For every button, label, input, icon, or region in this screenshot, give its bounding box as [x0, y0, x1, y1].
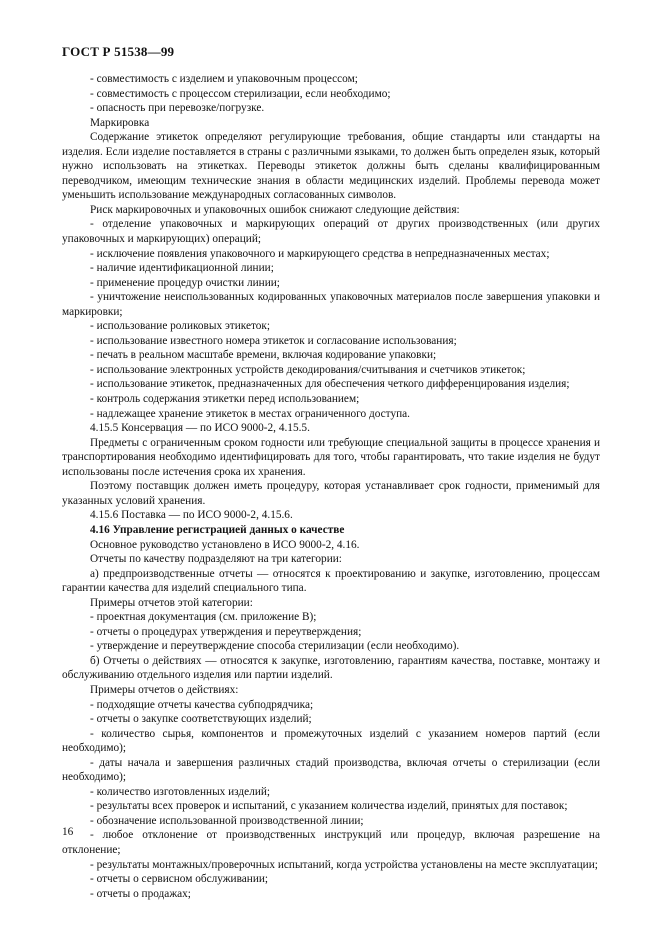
paragraph: - количество изготовленных изделий;	[90, 785, 271, 798]
document-body	[62, 72, 600, 901]
paragraph: Основное руководство установлено в ИСО 9000-2, 4.16.	[90, 538, 360, 551]
paragraph: - уничтожение неиспользованных кодированных упаковочных материалов после завершения упаковки и маркировки;	[62, 291, 600, 318]
paragraph: - отчеты о сервисном обслуживании;	[90, 873, 269, 886]
paragraph: - использование этикеток, предназначенных для обеспечения четкого дифференцирования изделия;	[90, 378, 570, 391]
paragraph: Риск маркировочных и упаковочных ошибок снижают следующие действия:	[90, 203, 460, 216]
paragraph: - отчеты о процедурах утверждения и переутверждения;	[90, 625, 362, 638]
paragraph: - печать в реальном масштабе времени, включая кодирование упаковки;	[90, 349, 437, 362]
paragraph: - отчеты о закупке соответствующих изделий;	[90, 713, 312, 726]
paragraph: - отделение упаковочных и маркирующих операций от других производственных (или других упаковочных и маркирующих) операций;	[62, 218, 600, 246]
paragraph: - использование известного номера этикеток и согласование использования;	[90, 334, 457, 347]
paragraph: - совместимость с изделием и упаковочным процессом;	[90, 73, 358, 85]
paragraph: Содержание этикеток определяют регулирующие требования, общие стандарты или стандарты на изделия. Если изделие поставляется в страны с различными языками, то должен быть определен язык, который нужно использовать на этикетках. Переводы этикеток должны быть сделаны квалифицированным переводчиком, имеющим технические знания в области медицинских изделий. Проблемы перевода может уменьшить использование международных согласованных символов.	[62, 131, 600, 202]
paragraph: Поэтому поставщик должен иметь процедуру, которая устанавливает срок годности, применимый для указанных условий хранения.	[62, 480, 600, 507]
paragraph: 4.15.5 Консервация — по ИСО 9000-2, 4.15.5.	[90, 422, 310, 435]
paragraph: - наличие идентификационной линии;	[90, 262, 274, 275]
paragraph: - отчеты о продажах;	[90, 887, 191, 900]
paragraph: - любое отклонение от производственных инструкций или процедур, включая разрешение на отклонение;	[62, 829, 600, 856]
paragraph: - утверждение и переутверждение способа стерилизации (если необходимо).	[90, 640, 460, 653]
document-header: ГОСТ Р 51538—99	[62, 44, 175, 59]
paragraph: - даты начала и завершения различных стадий производства, включая отчеты о стерилизации (если необходимо);	[62, 756, 600, 784]
paragraph: - обозначение использованной производственной линии;	[90, 814, 364, 827]
paragraph: - совместимость с процессом стерилизации, если необходимо;	[90, 87, 391, 100]
paragraph: - применение процедур очистки линии;	[90, 276, 280, 289]
paragraph: - результаты монтажных/проверочных испытаний, когда устройства установлены на месте эксплуатации;	[90, 858, 598, 871]
paragraph: - количество сырья, компонентов и промежуточных изделий с указанием номеров партий (если необходимо);	[62, 727, 600, 755]
paragraph: - подходящие отчеты качества субподрядчика;	[90, 698, 314, 711]
paragraph: Примеры отчетов о действиях:	[90, 683, 239, 696]
paragraph: Маркировка	[90, 116, 150, 129]
paragraph: - исключение появления упаковочного и маркирующего средства в непредназначенных местах;	[90, 247, 550, 260]
paragraph: б) Отчеты о действиях — относятся к закупке, изготовлению, гарантиям качества, поставке, монтажу и обслуживанию отдельного изделия или партии изделий.	[62, 654, 600, 682]
paragraph: - результаты всех проверок и испытаний, с указанием количества изделий, принятых для поставок;	[90, 800, 568, 813]
paragraph: Предметы с ограниченным сроком годности или требующие специальной защиты в процессе хранения и транспортирования необходимо идентифицировать для того, чтобы гарантировать, что такие изделия не будут использованы после истечения срока их хранения.	[62, 436, 600, 478]
paragraph: - использование электронных устройств декодирования/считывания и счетчиков этикеток;	[90, 363, 526, 376]
paragraph: - надлежащее хранение этикеток в местах ограниченного доступа.	[90, 407, 411, 420]
paragraph: - контроль содержания этикетки перед использованием;	[90, 393, 360, 406]
paragraph: - проектная документация (см. приложение В);	[90, 611, 317, 624]
paragraph: - использование роликовых этикеток;	[90, 320, 271, 333]
paragraph: Примеры отчетов этой категории:	[90, 596, 253, 609]
paragraph: - опасность при перевозке/погрузке.	[90, 102, 265, 115]
page-number: 16	[62, 826, 74, 838]
section-heading: 4.16 Управление регистрацией данных о качестве	[90, 523, 345, 536]
paragraph: 4.15.6 Поставка — по ИСО 9000-2, 4.15.6.	[90, 509, 293, 522]
paragraph: а) предпроизводственные отчеты — относятся к проектированию и закупке, изготовлению, процессам гарантии качества для изделий специального типа.	[62, 567, 600, 595]
paragraph: Отчеты по качеству подразделяют на три категории:	[90, 553, 342, 566]
